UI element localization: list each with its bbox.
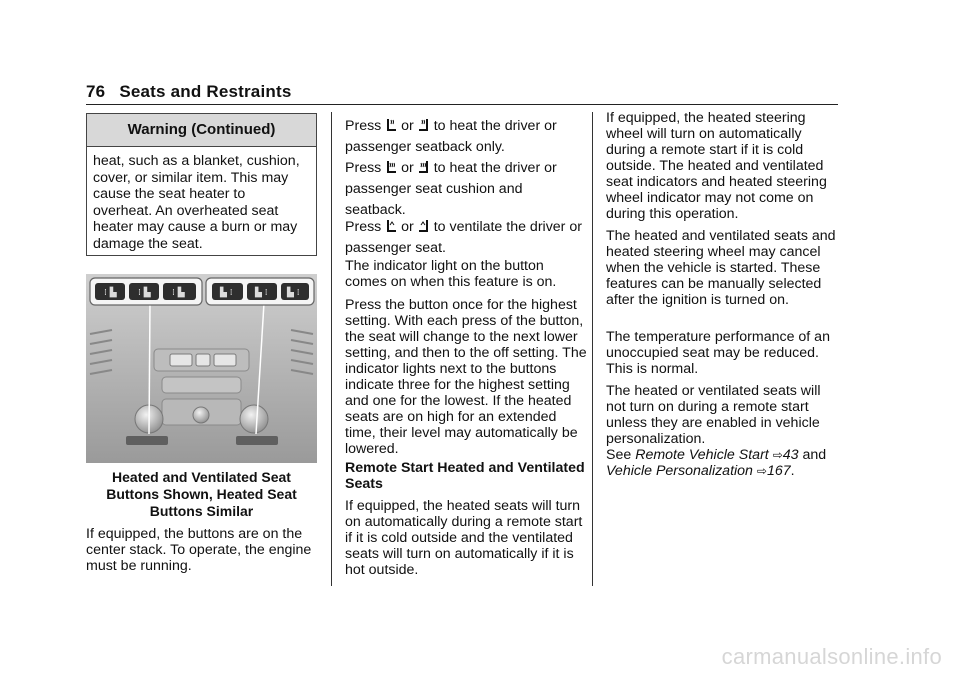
page-ref-167[interactable]: 167 xyxy=(766,463,791,479)
heated-cushion-paragraph xyxy=(345,158,585,221)
heated-seatback-icon xyxy=(418,118,430,132)
press-text: Press xyxy=(345,118,382,134)
warning-text: heat, such as a blanket, cushion, cover, or similar item. This may cause the seat heater to overheat. An overheated seat heater may cause a burn or may damage the seat. xyxy=(93,153,300,252)
column-divider xyxy=(592,112,593,586)
heated-seat-cushion-icon xyxy=(418,160,430,174)
header-rule xyxy=(86,104,838,105)
svg-text:⁞ ▙: ⁞ ▙ xyxy=(104,288,117,298)
period: . xyxy=(790,463,795,479)
heated-seat-cushion-icon xyxy=(385,160,397,174)
or-text: or xyxy=(401,219,414,235)
press-desc: to heat the driver or passenger seatback only. xyxy=(345,118,557,155)
and-text: and xyxy=(802,447,827,463)
remote-enable-paragraph xyxy=(606,383,841,479)
press-once-paragraph: Press the button once for the highest setting. With each press of the button, the seat will change to the next lower setting, and then to the off setting. The indicator lights next to the buttons indicate three for the highest setting and one for the lowest. If the heated seats are on high for an extended time, their level may automatically be lowered. xyxy=(345,297,587,457)
svg-text:▙ ⁞: ▙ ⁞ xyxy=(220,288,233,298)
indicator-paragraph: The indicator light on the button comes on when this feature is on. xyxy=(345,258,557,290)
enable-text: The heated or ventilated seats will not turn on during a remote start unless they are enabled in vehicle personalization. xyxy=(606,383,821,447)
temperature-paragraph: The temperature performance of an unoccupied seat may be reduced. This is normal. xyxy=(606,329,830,377)
watermark: carmanualsonline.info xyxy=(721,644,942,669)
svg-text:▙ ⁞: ▙ ⁞ xyxy=(287,288,300,298)
see-text: See xyxy=(606,447,632,463)
reference-arrow-icon: ⇨ xyxy=(756,464,767,478)
ventilated-seat-paragraph xyxy=(345,217,585,259)
reference-arrow-icon: ⇨ xyxy=(772,448,783,462)
press-desc: to heat the driver or passenger seat cushion and seatback. xyxy=(345,160,557,218)
center-stack-photo xyxy=(86,274,317,463)
subheading-text: Remote Start Heated and Ventilated Seats xyxy=(345,460,585,492)
press-desc: to ventilate the driver or passenger seat. xyxy=(345,219,582,256)
vehicle-personalization-link[interactable]: Vehicle Personalization xyxy=(606,463,753,479)
press-text: Press xyxy=(345,160,382,176)
figure-caption: Heated and Ventilated Seat Buttons Shown, Heated Seat Buttons Similar xyxy=(106,469,297,519)
ventilated-seat-icon xyxy=(418,219,430,233)
steering-wheel-paragraph: If equipped, the heated steering wheel will turn on automatically during a remote start if it is cold outside. The heated and ventilated seat indicators and heated steering wheel indicator may not come on during this operation. xyxy=(606,110,827,222)
intro-paragraph: If equipped, the buttons are on the center stack. To operate, the engine must be running. xyxy=(86,526,312,574)
svg-text:⁞ ▙: ⁞ ▙ xyxy=(138,288,151,298)
warning-box xyxy=(86,113,317,256)
page-ref-43[interactable]: 43 xyxy=(782,447,799,463)
remote-start-subheading xyxy=(345,460,585,492)
press-text: Press xyxy=(345,219,382,235)
heated-seatback-paragraph xyxy=(345,116,585,158)
warning-title: Warning (Continued) xyxy=(87,114,316,147)
cancel-paragraph: The heated and ventilated seats and heated steering wheel may cancel when the vehicle is started. These features can be manually selected after the ignition is turned on. xyxy=(606,228,836,308)
svg-text:▙ ⁞: ▙ ⁞ xyxy=(255,288,268,298)
heated-seatback-icon xyxy=(385,118,397,132)
remote-start-paragraph: If equipped, the heated seats will turn on automatically during a remote start if it is cold outside and the ventilated seats will turn on automatically if it is hot outside. xyxy=(345,498,583,578)
page-number: 76 xyxy=(86,82,106,101)
svg-text:⁞ ▙: ⁞ ▙ xyxy=(172,288,185,298)
column-divider xyxy=(331,112,332,586)
or-text: or xyxy=(401,160,414,176)
remote-vehicle-start-link[interactable]: Remote Vehicle Start xyxy=(635,447,769,463)
ventilated-seat-icon xyxy=(385,219,397,233)
section-title: Seats and Restraints xyxy=(119,82,292,101)
page-header xyxy=(86,82,292,102)
or-text: or xyxy=(401,118,414,134)
